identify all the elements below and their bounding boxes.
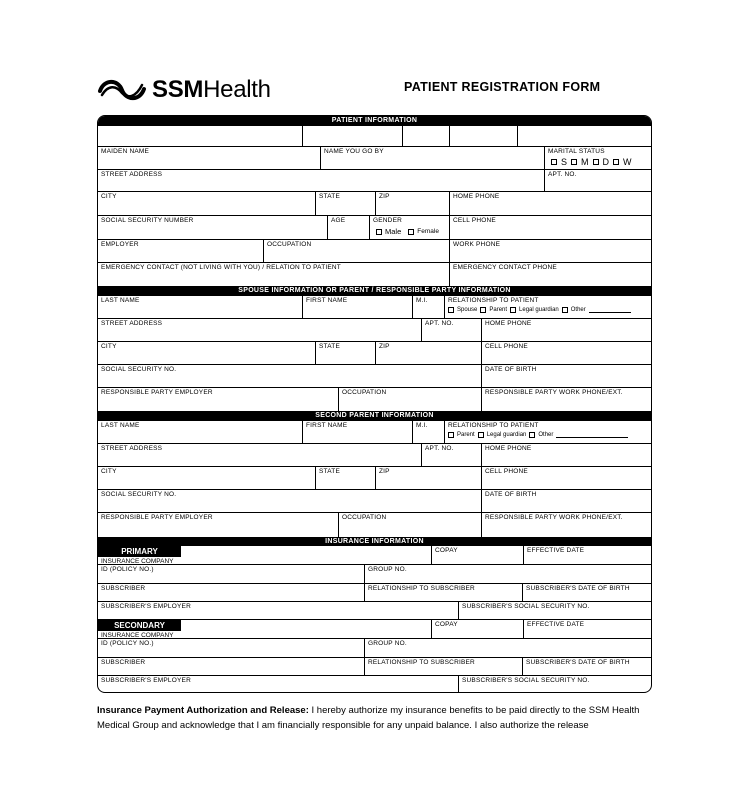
marital-w-label: W: [623, 157, 632, 167]
city-row: [98, 192, 651, 216]
secondary-subscriber-ssn-field[interactable]: [459, 676, 652, 693]
primary-company-row: [98, 546, 651, 565]
parent2-street-label: STREET ADDRESS: [101, 445, 163, 452]
gender-male-checkbox[interactable]: [376, 229, 382, 235]
parent2-mi-field[interactable]: [413, 421, 445, 443]
primary-relationship-label: RELATIONSHIP TO SUBSCRIBER: [368, 585, 475, 592]
primary-subscriber-dob-field[interactable]: [523, 584, 652, 601]
parent2-first-name-label: FIRST NAME: [306, 422, 348, 429]
name-you-go-by-label: NAME YOU GO BY: [324, 148, 384, 155]
authorization-text: I hereby authorize my insurance benefits to be paid directly to the SSM Health Medical Group and acknowledge that I am financially responsible for any unpaid balance. I also authorize the release: [97, 705, 640, 731]
form-title: PATIENT REGISTRATION FORM: [404, 80, 601, 94]
spouse-cell-label: CELL PHONE: [485, 343, 528, 350]
employer-label: EMPLOYER: [101, 241, 139, 248]
secondary-subscriber-field[interactable]: [98, 658, 365, 675]
spouse-last-name-label: LAST NAME: [101, 297, 140, 304]
apt-no-field[interactable]: [545, 170, 652, 191]
parent2-work-phone-field[interactable]: [482, 513, 652, 537]
spouse-city-field[interactable]: [98, 342, 316, 364]
work-phone-label: WORK PHONE: [453, 241, 501, 248]
marital-d-label: D: [602, 157, 610, 167]
parent2-state-field[interactable]: [316, 467, 376, 489]
spouse-apt-label: APT. NO.: [425, 320, 454, 327]
zip-label: ZIP: [379, 193, 390, 200]
primary-subscriber-employer-label: SUBSCRIBER'S EMPLOYER: [101, 603, 191, 610]
primary-relationship-field[interactable]: [365, 584, 523, 601]
ssn-row: [98, 216, 651, 240]
parent2-street-field[interactable]: [98, 444, 422, 466]
spouse-ssn-field[interactable]: [98, 365, 482, 387]
secondary-company-field[interactable]: [98, 620, 432, 638]
spouse-ssn-row: [98, 365, 651, 388]
parent2-home-phone-label: HOME PHONE: [485, 445, 532, 452]
parent2-cell-label: CELL PHONE: [485, 468, 528, 475]
age-field[interactable]: [328, 216, 370, 239]
parent2-last-name-label: LAST NAME: [101, 422, 140, 429]
parent2-apt-field[interactable]: [422, 444, 482, 466]
primary-effective-date-label: EFFECTIVE DATE: [527, 547, 585, 554]
spouse-city-row: [98, 342, 651, 365]
primary-company-label: INSURANCE COMPANY: [101, 558, 174, 565]
secondary-subscriber-label: SUBSCRIBER: [101, 659, 146, 666]
marital-status-field: [545, 147, 652, 169]
maiden-name-field[interactable]: [98, 147, 321, 169]
spouse-occupation-label: OCCUPATION: [342, 389, 387, 396]
authorization-paragraph: [97, 703, 657, 733]
p2-rel-other-checkbox[interactable]: [529, 432, 535, 438]
primary-employer-row: [98, 602, 651, 620]
primary-id-field[interactable]: [98, 565, 365, 583]
spouse-info-bar: SPOUSE INFORMATION OR PARENT / RESPONSIBLE PARTY INFORMATION: [98, 286, 651, 296]
marital-status-label: MARITAL STATUS: [548, 148, 605, 155]
p2-rel-guardian-label: Legal guardian: [486, 431, 527, 438]
maiden-row: [98, 147, 651, 170]
spouse-state-field[interactable]: [316, 342, 376, 364]
primary-subscriber-ssn-label: SUBSCRIBER'S SOCIAL SECURITY NO.: [462, 603, 590, 610]
marital-d-checkbox[interactable]: [593, 159, 599, 165]
parent2-city-field[interactable]: [98, 467, 316, 489]
spouse-relationship-label: RELATIONSHIP TO PATIENT: [448, 297, 539, 304]
secondary-company-row: [98, 620, 651, 639]
primary-group-field[interactable]: [365, 565, 652, 583]
ssm-swirl-icon: [96, 77, 148, 103]
gender-male-label: Male: [385, 227, 402, 236]
spouse-home-phone-label: HOME PHONE: [485, 320, 532, 327]
parent2-occupation-field[interactable]: [339, 513, 482, 537]
spouse-name-row: [98, 296, 651, 319]
logo-light-text: Health: [203, 76, 271, 103]
spouse-work-phone-field[interactable]: [482, 388, 652, 411]
parent2-last-name-field[interactable]: [98, 421, 303, 443]
p2-rel-other-line[interactable]: [556, 431, 628, 438]
primary-subscriber-field[interactable]: [98, 584, 365, 601]
dob-cell[interactable]: [450, 126, 518, 146]
spouse-street-field[interactable]: [98, 319, 422, 341]
secondary-id-field[interactable]: [98, 639, 365, 657]
parent2-relationship-field: [445, 421, 652, 443]
secondary-subscriber-row: [98, 658, 651, 676]
primary-id-row: [98, 565, 651, 584]
mi-cell[interactable]: [403, 126, 450, 146]
primary-company-field[interactable]: [98, 546, 432, 564]
parent2-relationship-label: RELATIONSHIP TO PATIENT: [448, 422, 539, 429]
address-row: [98, 170, 651, 192]
spouse-state-label: STATE: [319, 343, 340, 350]
spouse-employer-field[interactable]: [98, 388, 339, 411]
ssn-field[interactable]: [98, 216, 328, 239]
rel-parent-label: Parent: [489, 306, 508, 313]
zip-field[interactable]: [376, 192, 450, 215]
registration-form: [97, 115, 652, 693]
home-phone-field[interactable]: [450, 192, 652, 215]
spouse-employer-row: [98, 388, 651, 411]
spouse-dob-label: DATE OF BIRTH: [485, 366, 537, 373]
parent2-state-label: STATE: [319, 468, 340, 475]
emergency-row: [98, 263, 651, 286]
primary-subscriber-employer-field[interactable]: [98, 602, 459, 619]
cell-phone-label: CELL PHONE: [453, 217, 496, 224]
parent2-employer-row: [98, 513, 651, 537]
last-name-cell[interactable]: [98, 126, 303, 146]
emergency-phone-label: EMERGENCY CONTACT PHONE: [453, 264, 557, 271]
primary-subscriber-dob-label: SUBSCRIBER'S DATE OF BIRTH: [526, 585, 630, 592]
parent2-ssn-row: [98, 490, 651, 513]
marital-s-label: S: [561, 157, 568, 167]
secondary-copay-field[interactable]: [432, 620, 524, 638]
parent2-dob-field[interactable]: [482, 490, 652, 512]
spouse-ssn-label: SOCIAL SECURITY NO.: [101, 366, 177, 373]
parent2-ssn-field[interactable]: [98, 490, 482, 512]
secondary-subscriber-employer-field[interactable]: [98, 676, 459, 693]
primary-subscriber-label: SUBSCRIBER: [101, 585, 146, 592]
secondary-effective-date-field[interactable]: [524, 620, 652, 638]
secondary-id-row: [98, 639, 651, 658]
state-field[interactable]: [316, 192, 376, 215]
patient-name-row: [98, 126, 651, 147]
parent2-city-row: [98, 467, 651, 490]
emergency-contact-label: EMERGENCY CONTACT (NOT LIVING WITH YOU) / RELATION TO PATIENT: [101, 264, 341, 271]
secondary-subscriber-dob-field[interactable]: [523, 658, 652, 675]
parent2-city-label: CITY: [101, 468, 117, 475]
secondary-tag: SECONDARY: [98, 620, 181, 631]
employer-field[interactable]: [98, 240, 264, 262]
second-parent-bar: SECOND PARENT INFORMATION: [98, 411, 651, 421]
spouse-mi-label: M.I.: [416, 297, 428, 304]
gender-female-checkbox[interactable]: [408, 229, 414, 235]
spouse-work-phone-label: RESPONSIBLE PARTY WORK PHONE/EXT.: [485, 389, 623, 396]
ssm-health-logo: [96, 76, 271, 104]
parent2-zip-field[interactable]: [376, 467, 482, 489]
marital-s-checkbox[interactable]: [551, 159, 557, 165]
parent2-zip-label: ZIP: [379, 468, 390, 475]
first-name-cell[interactable]: [303, 126, 403, 146]
rel-spouse-checkbox[interactable]: [448, 307, 454, 313]
home-phone-label: HOME PHONE: [453, 193, 500, 200]
spouse-street-label: STREET ADDRESS: [101, 320, 163, 327]
logo-bold-text: SSM: [152, 76, 204, 103]
spouse-dob-field[interactable]: [482, 365, 652, 387]
street-address-field[interactable]: [98, 170, 545, 191]
secondary-relationship-label: RELATIONSHIP TO SUBSCRIBER: [368, 659, 475, 666]
gender-field: [370, 216, 450, 239]
primary-group-label: GROUP NO.: [368, 566, 407, 573]
secondary-id-label: ID (POLICY NO.): [101, 640, 154, 647]
emergency-phone-field[interactable]: [450, 263, 652, 286]
parent2-home-phone-field[interactable]: [482, 444, 652, 466]
secondary-subscriber-employer-label: SUBSCRIBER'S EMPLOYER: [101, 677, 191, 684]
spouse-mi-field[interactable]: [413, 296, 445, 318]
parent2-employer-field[interactable]: [98, 513, 339, 537]
marital-w-checkbox[interactable]: [613, 159, 619, 165]
parent2-work-phone-label: RESPONSIBLE PARTY WORK PHONE/EXT.: [485, 514, 623, 521]
age-label: AGE: [331, 217, 346, 224]
parent2-apt-label: APT. NO.: [425, 445, 454, 452]
emergency-contact-field[interactable]: [98, 263, 450, 286]
cell-phone-field[interactable]: [450, 216, 652, 239]
p2-rel-other-label: Other: [538, 431, 554, 438]
primary-subscriber-ssn-field[interactable]: [459, 602, 652, 619]
rel-other-checkbox[interactable]: [562, 307, 568, 313]
spouse-address-row: [98, 319, 651, 342]
gender-label: GENDER: [373, 217, 403, 224]
parent2-mi-label: M.I.: [416, 422, 428, 429]
primary-copay-label: COPAY: [435, 547, 458, 554]
secondary-effective-date-label: EFFECTIVE DATE: [527, 621, 585, 628]
employer-row: [98, 240, 651, 263]
ssn-label: SOCIAL SECURITY NUMBER: [101, 217, 194, 224]
street-address-label: STREET ADDRESS: [101, 171, 163, 178]
marital-m-label: M: [581, 157, 589, 167]
gender-female-label: Female: [417, 228, 439, 235]
spouse-occupation-field[interactable]: [339, 388, 482, 411]
rel-other-label: Other: [570, 306, 586, 313]
apt-no-label: APT. NO.: [548, 171, 577, 178]
primary-tag: PRIMARY: [98, 546, 181, 557]
sex-cell[interactable]: [518, 126, 652, 146]
secondary-copay-label: COPAY: [435, 621, 458, 628]
spouse-first-name-field[interactable]: [303, 296, 413, 318]
authorization-heading: Insurance Payment Authorization and Release:: [97, 705, 309, 716]
secondary-group-label: GROUP NO.: [368, 640, 407, 647]
primary-id-label: ID (POLICY NO.): [101, 566, 154, 573]
spouse-employer-label: RESPONSIBLE PARTY EMPLOYER: [101, 389, 213, 396]
rel-other-line[interactable]: [589, 306, 631, 313]
secondary-group-field[interactable]: [365, 639, 652, 657]
secondary-relationship-field[interactable]: [365, 658, 523, 675]
parent2-first-name-field[interactable]: [303, 421, 413, 443]
primary-subscriber-row: [98, 584, 651, 602]
maiden-name-label: MAIDEN NAME: [101, 148, 150, 155]
spouse-zip-label: ZIP: [379, 343, 390, 350]
parent2-ssn-label: SOCIAL SECURITY NO.: [101, 491, 177, 498]
occupation-field[interactable]: [264, 240, 450, 262]
spouse-last-name-field[interactable]: [98, 296, 303, 318]
p2-rel-parent-label: Parent: [457, 431, 475, 438]
secondary-company-label: INSURANCE COMPANY: [101, 632, 174, 639]
parent2-address-row: [98, 444, 651, 467]
spouse-relationship-field: [445, 296, 652, 318]
parent2-employer-label: RESPONSIBLE PARTY EMPLOYER: [101, 514, 213, 521]
rel-guardian-label: Legal guardian: [519, 306, 559, 313]
primary-copay-field[interactable]: [432, 546, 524, 564]
city-label: CITY: [101, 193, 117, 200]
marital-m-checkbox[interactable]: [571, 159, 577, 165]
name-you-go-by-field[interactable]: [321, 147, 545, 169]
city-field[interactable]: [98, 192, 316, 215]
parent2-occupation-label: OCCUPATION: [342, 514, 387, 521]
rel-spouse-label: Spouse: [457, 306, 478, 313]
spouse-zip-field[interactable]: [376, 342, 482, 364]
p2-rel-guardian-checkbox[interactable]: [478, 432, 484, 438]
state-label: STATE: [319, 193, 340, 200]
spouse-apt-field[interactable]: [422, 319, 482, 341]
patient-info-bar: PATIENT INFORMATION: [98, 116, 651, 126]
work-phone-field[interactable]: [450, 240, 652, 262]
rel-guardian-checkbox[interactable]: [510, 307, 516, 313]
secondary-employer-row: [98, 676, 651, 693]
p2-rel-parent-checkbox[interactable]: [448, 432, 454, 438]
spouse-first-name-label: FIRST NAME: [306, 297, 348, 304]
parent2-name-row: [98, 421, 651, 444]
parent2-dob-label: DATE OF BIRTH: [485, 491, 537, 498]
primary-effective-date-field[interactable]: [524, 546, 652, 564]
occupation-label: OCCUPATION: [267, 241, 312, 248]
rel-parent-checkbox[interactable]: [480, 307, 486, 313]
spouse-cell-field[interactable]: [482, 342, 652, 364]
spouse-city-label: CITY: [101, 343, 117, 350]
spouse-home-phone-field[interactable]: [482, 319, 652, 341]
secondary-subscriber-dob-label: SUBSCRIBER'S DATE OF BIRTH: [526, 659, 630, 666]
secondary-subscriber-ssn-label: SUBSCRIBER'S SOCIAL SECURITY NO.: [462, 677, 590, 684]
insurance-info-bar: INSURANCE INFORMATION: [98, 537, 651, 546]
parent2-cell-field[interactable]: [482, 467, 652, 489]
